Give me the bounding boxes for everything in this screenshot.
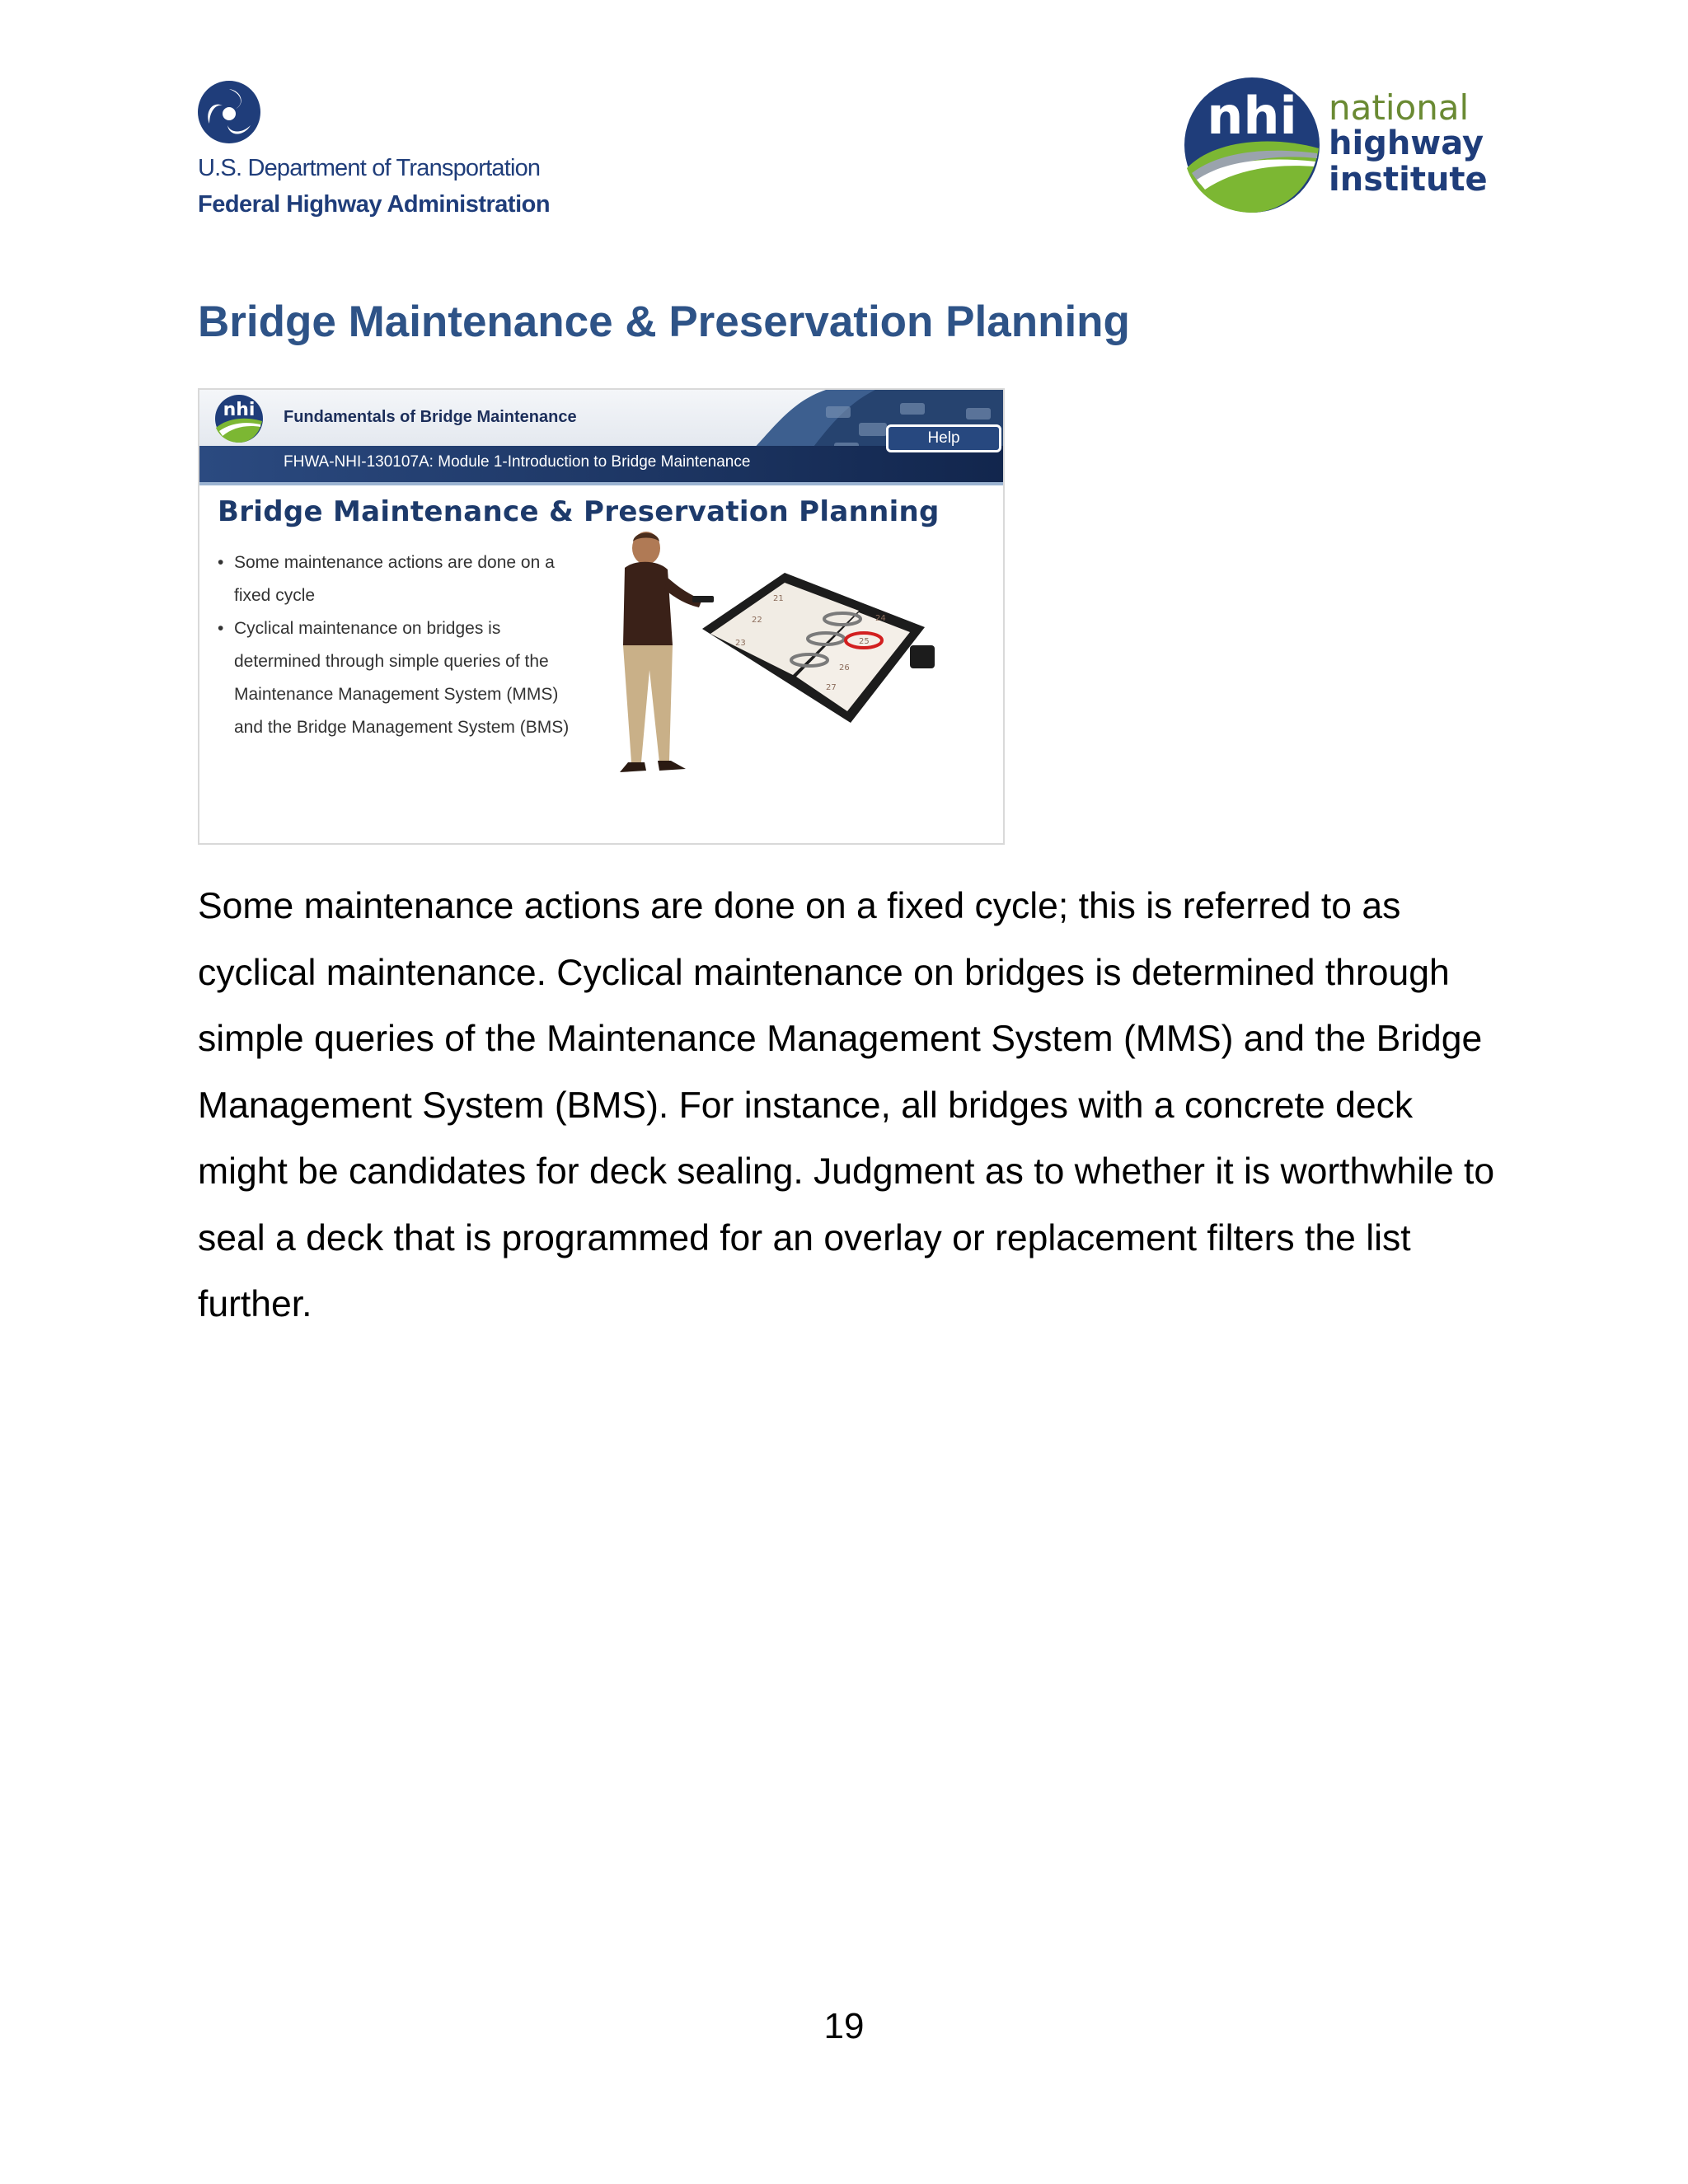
planner-day: 24	[875, 614, 886, 623]
planner-binder	[702, 573, 935, 723]
usdot-tri-star-icon	[196, 79, 262, 145]
man-figure	[620, 532, 714, 772]
planner-day: 22	[752, 616, 762, 625]
dot-name: U.S. Department of Transportation	[198, 155, 541, 181]
slide-screenshot	[198, 388, 1005, 845]
nhi-highway: highway	[1329, 124, 1484, 162]
slide-logo-text: nhi	[223, 400, 256, 420]
page-title: Bridge Maintenance & Preservation Planning	[198, 298, 1130, 346]
planner-day: 23	[735, 639, 746, 648]
page-number: 19	[823, 2006, 865, 2046]
slide-course-title: Fundamentals of Bridge Maintenance	[284, 408, 577, 426]
slide-module-title: FHWA-NHI-130107A: Module 1-Introduction to Bridge Maintenance	[284, 453, 751, 471]
fhwa-name: Federal Highway Administration	[198, 191, 551, 218]
slide-nhi-logo-icon	[213, 393, 265, 444]
man-with-planner-illustration	[587, 530, 966, 835]
slide-bullet: • Some maintenance actions are done on a fixed cycle	[218, 546, 572, 612]
nhi-institute: institute	[1329, 161, 1488, 199]
help-button[interactable]: Help	[886, 424, 1001, 452]
nhi-national: national	[1329, 87, 1470, 128]
planner-day: 21	[773, 594, 784, 603]
planner-day: 26	[839, 663, 850, 673]
nhi-emblem-text: nhi	[1207, 86, 1297, 146]
nhi-emblem-icon	[1180, 76, 1324, 214]
planner-day: 25	[859, 637, 870, 646]
body-paragraph: Some maintenance actions are done on a fixed cycle; this is referred to as cyclical maintenance. Cyclical maintenance on bridges is determined through simple queries of the Maintenance Management System (MMS) and the Bridge Management System (BMS). For instance, all bridges with a concrete deck might be candidates for deck sealing. Judgment as to whether it is worthwhile to seal a deck that is programmed for an overlay or replacement filters the list further.	[198, 886, 1495, 1324]
slide-heading: Bridge Maintenance & Preservation Planning	[218, 495, 940, 528]
planner-day: 27	[826, 683, 837, 692]
slide-bullet-list	[218, 546, 572, 744]
slide-bullet: • Cyclical maintenance on bridges is determined through simple queries of the Maintenance Management System (MMS) and the Bridge Management System (BMS)	[218, 612, 572, 744]
